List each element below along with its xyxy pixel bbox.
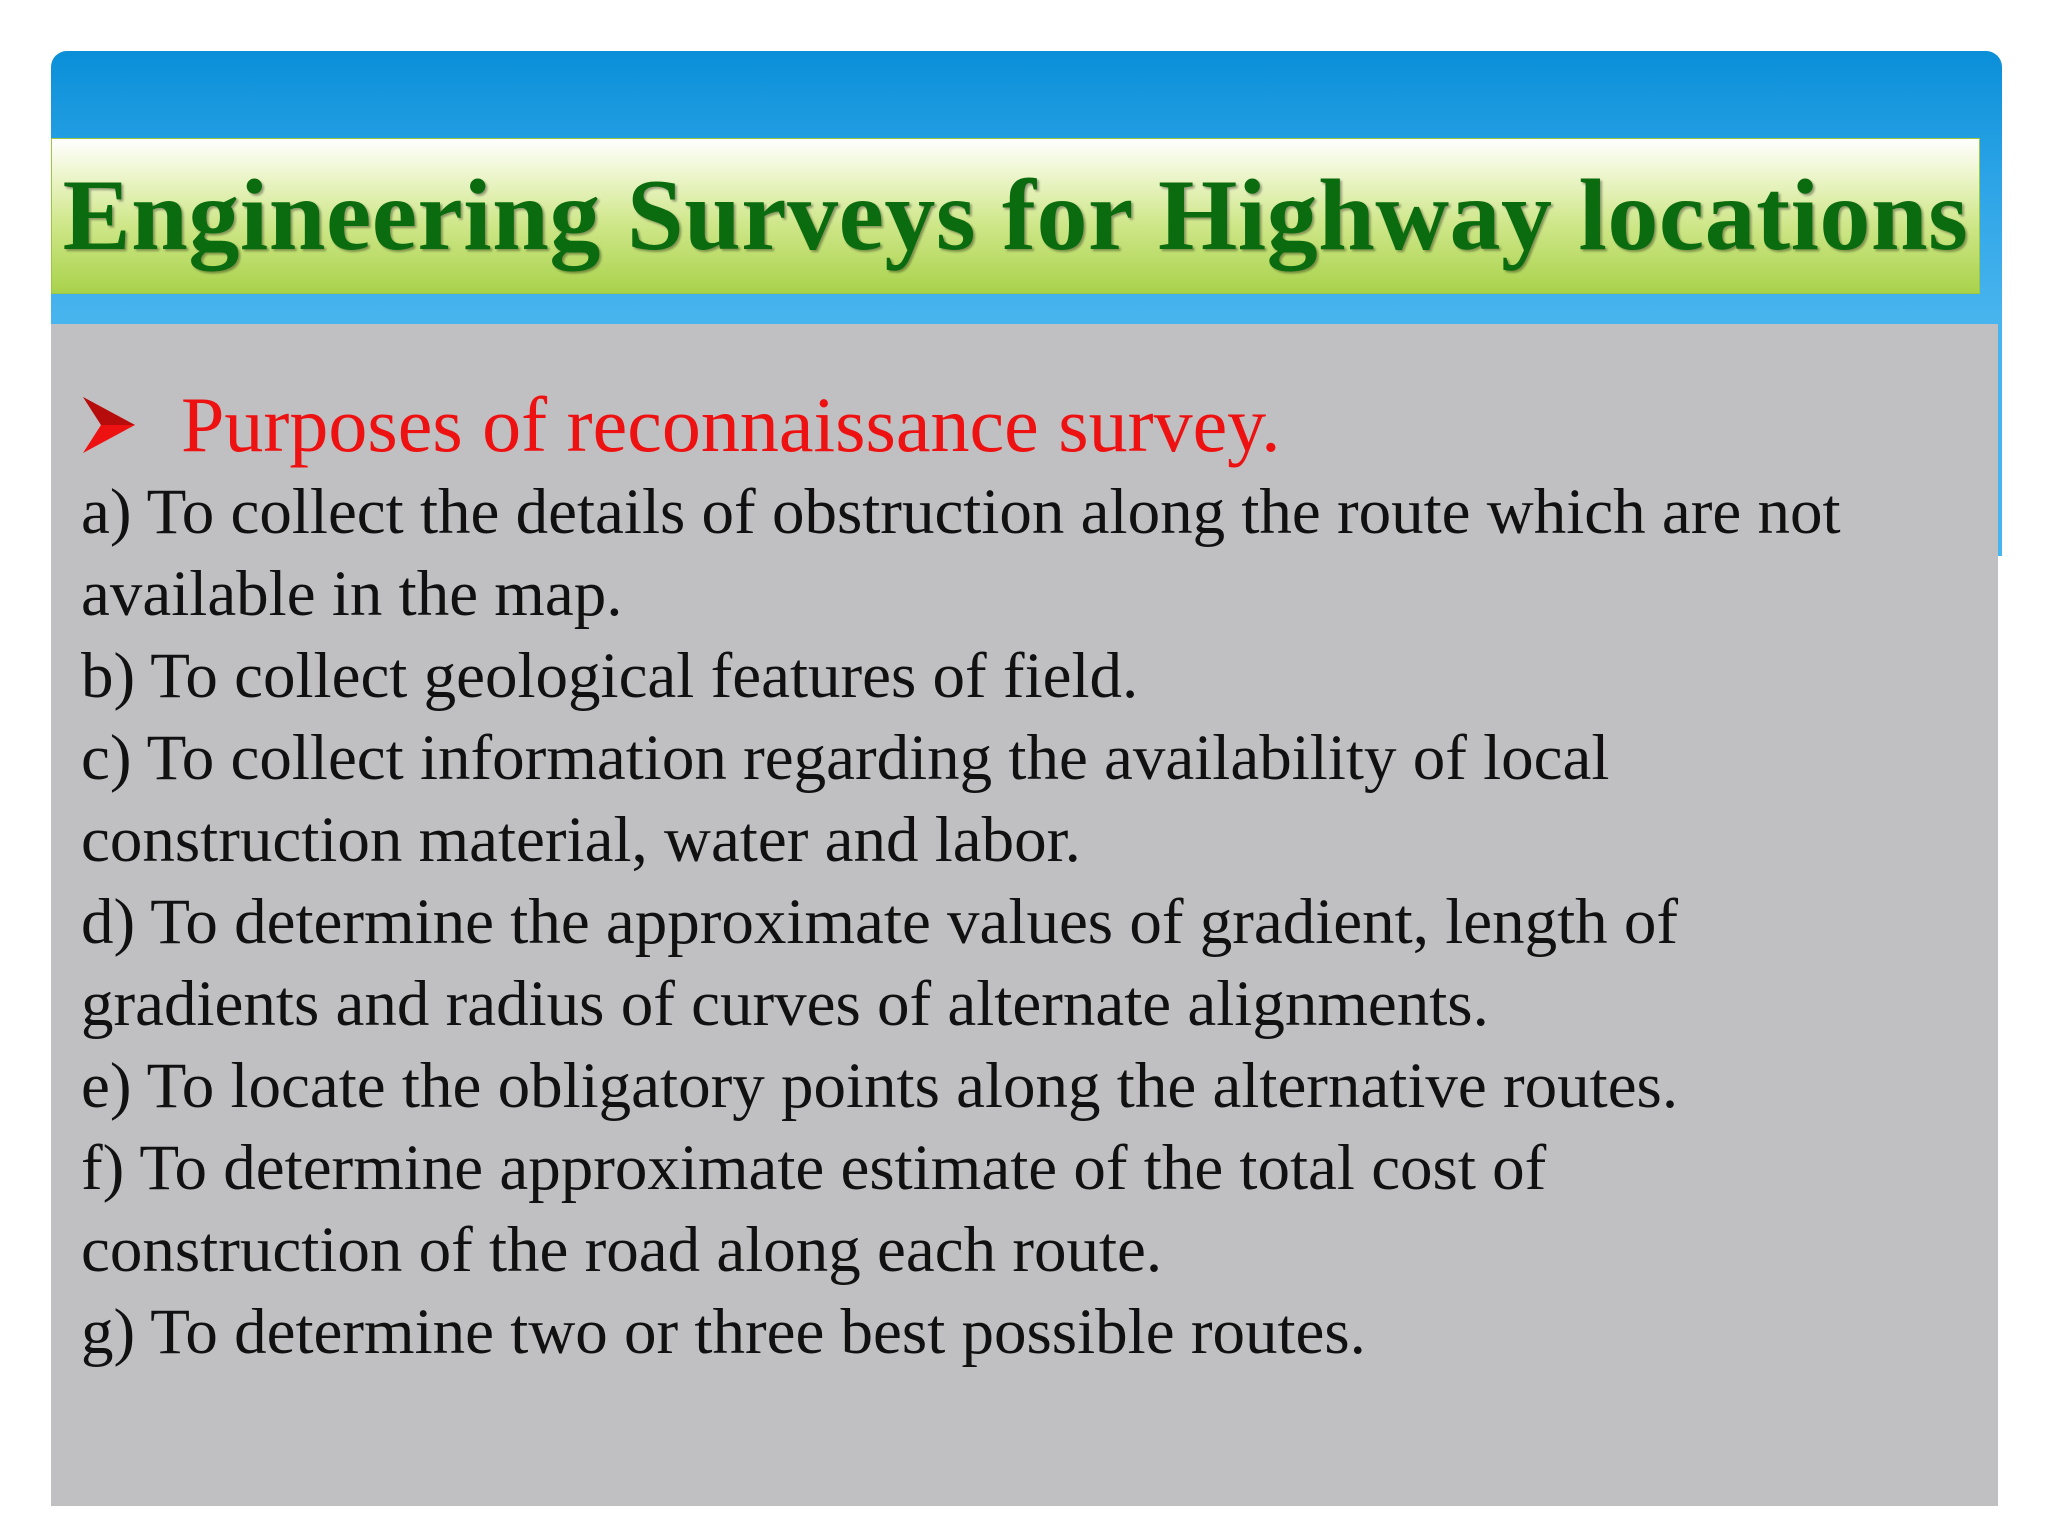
purpose-list (81, 471, 1991, 1373)
list-line: d) To determine the approximate values of gradient, length of (81, 886, 1679, 958)
list-line: e) To locate the obligatory points along the alternative routes. (81, 1050, 1679, 1122)
list-line: f) To determine approximate estimate of the total cost of (81, 1132, 1547, 1204)
arrow-bullet-icon (81, 395, 137, 455)
slide-title: Engineering Surveys for Highway locations (62, 159, 1969, 272)
list-line: construction material, water and labor. (81, 804, 1081, 876)
list-line: a) To collect the details of obstruction along the route which are not (81, 476, 1841, 548)
list-line: available in the map. (81, 558, 623, 630)
list-line: b) To collect geological features of field. (81, 640, 1139, 712)
list-line: g) To determine two or three best possible routes. (81, 1296, 1366, 1368)
section-heading-text: Purposes of reconnaissance survey. (181, 381, 1281, 468)
section-heading (81, 381, 1281, 468)
list-line: construction of the road along each route. (81, 1214, 1163, 1286)
list-line: c) To collect information regarding the availability of local (81, 722, 1610, 794)
slide (51, 51, 2002, 1506)
list-line: gradients and radius of curves of alternate alignments. (81, 968, 1489, 1040)
title-bar (51, 138, 1980, 294)
